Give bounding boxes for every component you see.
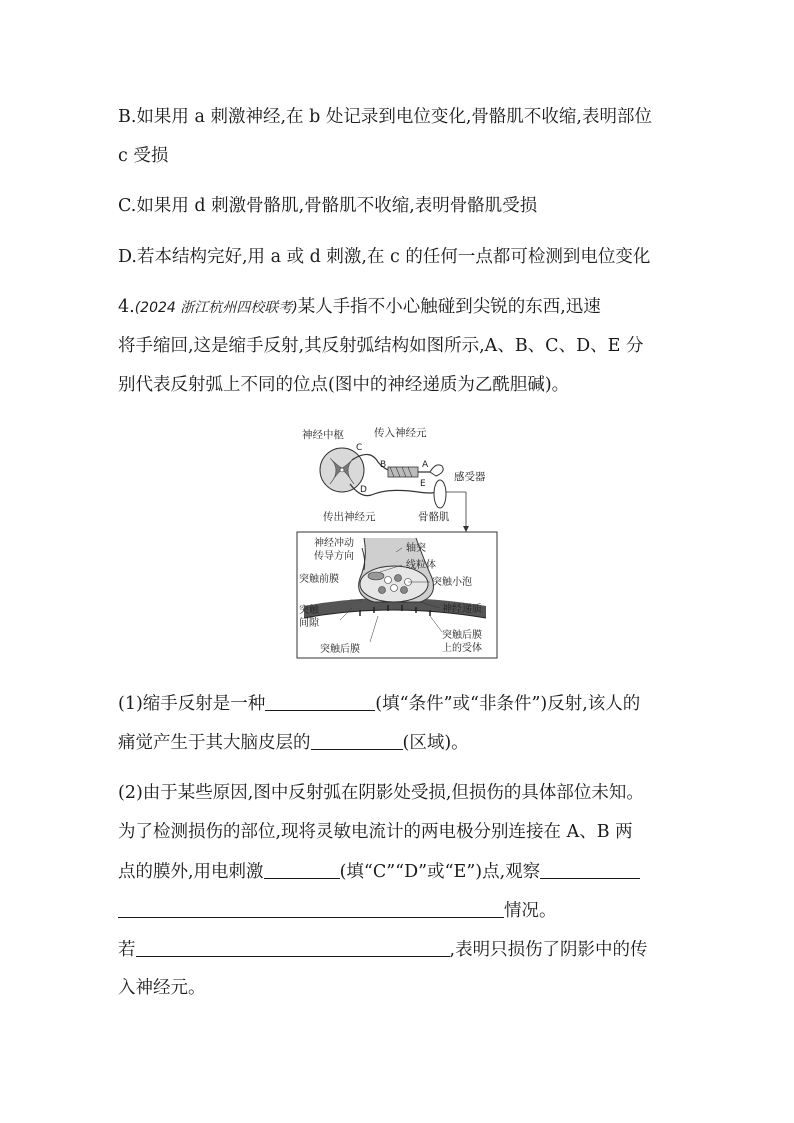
- question-4-line1: [118, 296, 601, 319]
- answer-blank-condition[interactable]: [136, 938, 450, 957]
- sub2-text-c: 情况。: [504, 901, 557, 921]
- label-impulse-1: 神经冲动: [314, 538, 354, 549]
- label-post-membrane: 突触后膜: [320, 644, 360, 655]
- point-e: E: [420, 479, 426, 489]
- point-c: C: [356, 443, 363, 453]
- label-vesicle: 突触小泡: [432, 577, 472, 588]
- sub2-text-d: 若: [118, 940, 136, 960]
- sub2-line1: (2)由于某些原因,图中反射弧在阴影处受损,但损伤的具体部位未知。: [118, 783, 644, 803]
- label-mitochondrion: 线粒体: [406, 560, 436, 571]
- label-axon: 轴突: [406, 543, 426, 554]
- label-receptor-1: 突触后膜: [442, 630, 482, 641]
- label-pre-membrane: 突触前膜: [299, 574, 339, 585]
- sub2-text-e: ,表明只损伤了阴影中的传: [449, 940, 648, 960]
- label-transmitter: 神经递质: [442, 604, 482, 615]
- label-impulse-2: 传导方向: [314, 551, 354, 562]
- question-4-line3: 别代表反射弧上不同的位点(图中的神经递质为乙酰胆碱)。: [118, 375, 570, 395]
- label-center: 神经中枢: [302, 429, 344, 441]
- option-b-line2: c 受损: [118, 146, 169, 166]
- answer-blank-cortex-area[interactable]: [311, 731, 403, 750]
- point-b: B: [380, 460, 387, 470]
- answer-blank-stimulus-point[interactable]: [264, 860, 340, 879]
- sub2-text-b: (填“C”“D”或“E”)点,观察: [339, 862, 541, 882]
- sub2-line6: 入神经元。: [118, 978, 206, 998]
- synapse-diagram: [297, 532, 497, 658]
- option-d: D.若本结构完好,用 a 或 d 刺激,在 c 的任何一点都可检测到电位变化: [118, 247, 651, 267]
- sub1-text-d: (区域)。: [402, 733, 469, 753]
- sub1-line1: [118, 692, 640, 715]
- answer-blank-observe-1[interactable]: [540, 860, 640, 879]
- question-number: 4.: [118, 297, 135, 317]
- option-b-line1: B.如果用 a 刺激神经,在 b 处记录到电位变化,骨骼肌不收缩,表明部位: [118, 107, 652, 127]
- answer-blank-observe-2[interactable]: [118, 899, 504, 918]
- sub2-line2: 为了检测损伤的部位,现将灵敏电流计的两电极分别连接在 A、B 两: [118, 822, 633, 842]
- question-4-line2: 将手缩回,这是缩手反射,其反射弧结构如图所示,A、B、C、D、E 分: [118, 336, 644, 356]
- sub2-line3: [118, 860, 640, 883]
- option-c: C.如果用 d 刺激骨骼肌,骨骼肌不收缩,表明骨骼肌受损: [118, 196, 538, 216]
- label-efferent: 传出神经元: [323, 511, 376, 523]
- sub1-line2: [118, 731, 469, 754]
- label-receptor: 感受器: [454, 471, 486, 483]
- reflex-arc-diagram: [302, 426, 486, 532]
- point-d: D: [360, 485, 367, 495]
- question-stem-1: 某人手指不小心触碰到尖锐的东西,迅速: [297, 297, 601, 317]
- label-cleft-2: 间隙: [299, 618, 319, 629]
- point-a: A: [422, 460, 429, 470]
- sub1-text-c: 痛觉产生于其大脑皮层的: [118, 733, 311, 753]
- sub1-text-a: (1)缩手反射是一种: [118, 694, 266, 714]
- label-cleft-1: 突触: [299, 605, 319, 616]
- sub2-line5: [118, 938, 648, 961]
- label-muscle: 骨骼肌: [418, 511, 450, 523]
- label-receptor-2: 上的受体: [442, 643, 482, 654]
- sub2-text-a: 点的膜外,用电刺激: [118, 862, 264, 882]
- reflex-arc-figure: [290, 420, 505, 665]
- sub1-text-b: (填“条件”或“非条件”)反射,该人的: [375, 694, 641, 714]
- question-source: (2024 浙江杭州四校联考): [134, 300, 298, 316]
- answer-blank-reflex-type[interactable]: [265, 692, 375, 711]
- label-afferent: 传入神经元: [374, 427, 427, 439]
- sub2-line4: [118, 899, 557, 922]
